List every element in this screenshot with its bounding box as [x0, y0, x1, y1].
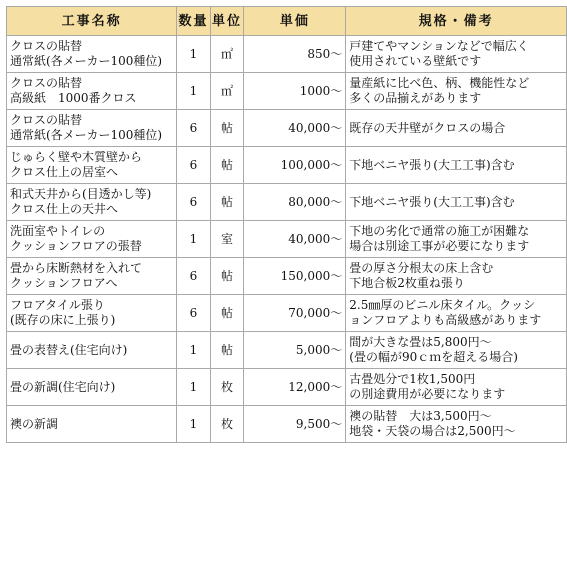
- quantity-cell: 1: [177, 73, 209, 109]
- work-name-line: じゅらく壁や木質壁から: [10, 150, 143, 164]
- work-name-cell: [7, 221, 176, 257]
- note-line: 畳の厚さ分根太の床上含む: [349, 261, 494, 275]
- work-name-cell: [7, 73, 176, 109]
- table-row: [7, 332, 566, 368]
- unit-price-cell: 9,500～: [244, 406, 345, 442]
- work-name-line: 畳の新調(住宅向け): [10, 379, 116, 394]
- quantity-cell: 1: [177, 221, 209, 257]
- work-name-line: クロスの貼替: [10, 76, 83, 90]
- note-line: 2.5㎜厚のビニル床タイル。クッシ: [349, 298, 536, 312]
- note-line: 地袋・天袋の場合は2,500円～: [349, 424, 516, 438]
- unit-price-cell: 70,000～: [244, 295, 345, 331]
- quantity-cell: 6: [177, 295, 209, 331]
- work-name-cell: [7, 184, 176, 220]
- note-cell: [346, 369, 566, 405]
- unit-cell: 帖: [211, 110, 244, 146]
- table-row: [7, 36, 566, 72]
- header-unit: 単位: [211, 7, 244, 35]
- work-name-cell: [7, 258, 176, 294]
- header-name: 工事名称: [7, 7, 176, 35]
- quantity-cell: 6: [177, 184, 209, 220]
- header-qty: 数量: [177, 7, 209, 35]
- work-name-line: 通常紙(各メーカー100種位): [10, 54, 163, 68]
- work-name-line: (既存の床に上張り): [10, 313, 116, 327]
- work-name-cell: [7, 147, 176, 183]
- note-cell: [346, 147, 566, 183]
- note-line: 量産紙に比べ色、柄、機能性など: [349, 76, 530, 90]
- unit-cell: 室: [211, 221, 244, 257]
- note-cell: [346, 221, 566, 257]
- header-note: 規格・備考: [346, 7, 566, 35]
- work-name-line: 高級紙 1000番クロス: [10, 91, 137, 105]
- note-line: 下地の劣化で通常の施工が困難な: [349, 224, 530, 238]
- unit-price-cell: 150,000～: [244, 258, 345, 294]
- note-line: 使用されている壁紙です: [349, 54, 482, 68]
- work-name-line: 洗面室やトイレの: [10, 224, 106, 238]
- work-name-cell: [7, 110, 176, 146]
- unit-price-cell: 1000～: [244, 73, 345, 109]
- note-line: (畳の幅が90ｃｍを超える場合): [349, 350, 518, 364]
- note-line: 多くの品揃えがあります: [349, 91, 482, 105]
- note-cell: [346, 110, 566, 146]
- quantity-cell: 1: [177, 332, 209, 368]
- quantity-cell: 6: [177, 147, 209, 183]
- work-name-cell: [7, 295, 176, 331]
- unit-cell: ㎡: [211, 36, 244, 72]
- note-line: ョンフロアよりも高級感があります: [349, 313, 542, 327]
- unit-cell: 帖: [211, 295, 244, 331]
- unit-price-cell: 40,000～: [244, 221, 345, 257]
- unit-price-cell: 40,000～: [244, 110, 345, 146]
- work-name-line: クロスの貼替: [10, 39, 83, 53]
- table-row: [7, 147, 566, 183]
- note-cell: [346, 406, 566, 442]
- price-table: [6, 6, 567, 443]
- table-row: [7, 73, 566, 109]
- quantity-cell: 1: [177, 406, 209, 442]
- note-cell: [346, 332, 566, 368]
- quantity-cell: 1: [177, 369, 209, 405]
- table-row: [7, 295, 566, 331]
- unit-price-cell: 5,000～: [244, 332, 345, 368]
- quantity-cell: 1: [177, 36, 209, 72]
- note-cell: [346, 73, 566, 109]
- header-price: 単価: [244, 7, 345, 35]
- work-name-line: 通常紙(各メーカー100種位): [10, 128, 163, 142]
- unit-cell: 枚: [211, 406, 244, 442]
- work-name-line: クッションフロアの張替: [10, 239, 142, 253]
- note-line: の別途費用が必要になります: [349, 387, 506, 401]
- work-name-line: クロス仕上の天井へ: [10, 202, 119, 216]
- note-cell: [346, 184, 566, 220]
- note-line: 下地ベニヤ張り(大工工事)含む: [349, 194, 515, 209]
- unit-price-cell: 850～: [244, 36, 345, 72]
- work-name-cell: [7, 36, 176, 72]
- work-name-cell: [7, 332, 176, 368]
- work-name-cell: [7, 406, 176, 442]
- note-cell: [346, 295, 566, 331]
- unit-cell: 帖: [211, 332, 244, 368]
- table-row: [7, 258, 566, 294]
- unit-price-cell: 80,000～: [244, 184, 345, 220]
- note-line: 古畳処分で1枚1,500円: [349, 372, 476, 386]
- note-line: 襖の貼替 大は3,500円～: [349, 409, 492, 423]
- work-name-line: クロスの貼替: [10, 113, 83, 127]
- work-name-line: 畳から床断熱材を入れて: [10, 261, 143, 275]
- quantity-cell: 6: [177, 258, 209, 294]
- unit-cell: 枚: [211, 369, 244, 405]
- work-name-line: 畳の表替え(住宅向け): [10, 342, 128, 357]
- unit-cell: ㎡: [211, 73, 244, 109]
- quantity-cell: 6: [177, 110, 209, 146]
- table-row: [7, 406, 566, 442]
- note-line: 既存の天井壁がクロスの場合: [349, 120, 506, 135]
- note-line: 戸建てやマンションなどで幅広く: [349, 39, 529, 53]
- note-cell: [346, 36, 566, 72]
- unit-cell: 帖: [211, 184, 244, 220]
- work-name-line: フロアタイル張り: [10, 298, 105, 312]
- work-name-line: 和式天井から(目透かし等): [10, 187, 152, 201]
- work-name-cell: [7, 369, 176, 405]
- work-name-line: クロス仕上の居室へ: [10, 165, 119, 179]
- table-row: [7, 221, 566, 257]
- unit-cell: 帖: [211, 147, 244, 183]
- price-list-container: [6, 6, 567, 443]
- unit-price-cell: 12,000～: [244, 369, 345, 405]
- table-row: [7, 184, 566, 220]
- note-cell: [346, 258, 566, 294]
- header-row: [7, 7, 566, 35]
- work-name-line: 襖の新調: [10, 416, 59, 431]
- note-line: 下地ベニヤ張り(大工工事)含む: [349, 157, 515, 172]
- unit-price-cell: 100,000～: [244, 147, 345, 183]
- table-row: [7, 110, 566, 146]
- note-line: 間が大きな畳は5,800円～: [349, 335, 492, 349]
- table-row: [7, 369, 566, 405]
- note-line: 下地合板2枚重ね張り: [349, 276, 465, 290]
- work-name-line: クッションフロアへ: [10, 276, 118, 290]
- unit-cell: 帖: [211, 258, 244, 294]
- note-line: 場合は別途工事が必要になります: [349, 239, 530, 253]
